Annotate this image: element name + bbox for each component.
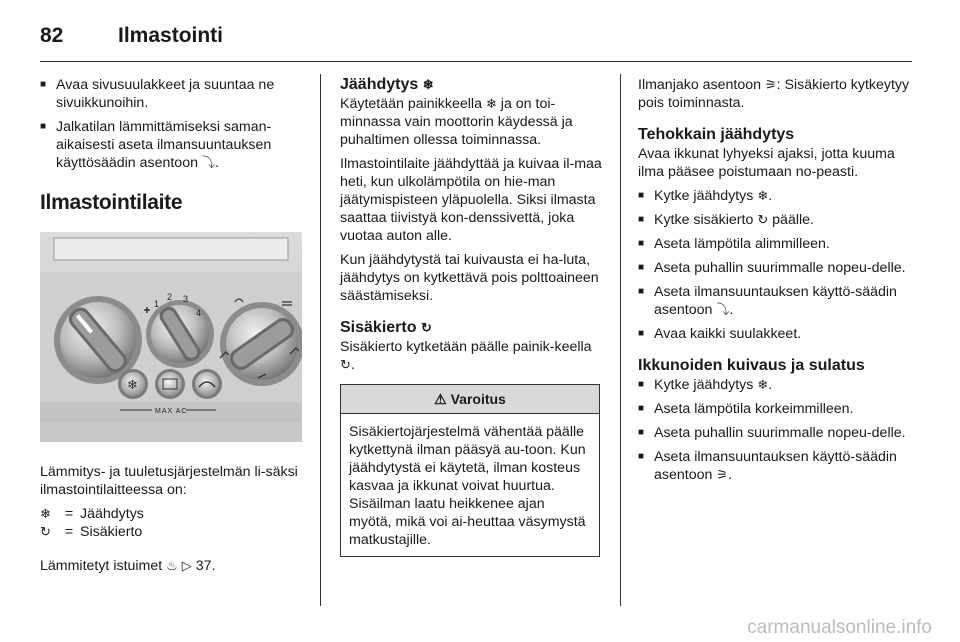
list-item: ■ Kytke sisäkierto ↻ päälle. <box>638 211 914 229</box>
list-item: ■ Aseta puhallin suurimmalle nopeu-delle. <box>638 259 914 277</box>
defrost-icon: ⚞ <box>765 77 777 92</box>
snowflake-icon: ❄ <box>757 377 769 392</box>
recirculation-heading: Sisäkierto ↻ <box>340 319 432 336</box>
recirculation-paragraph: Sisäkierto kytketään päälle painik-keella ↻. <box>340 339 592 373</box>
list-item: ■ Aseta ilmansuuntauksen käyttö-säädin asentoon ⚞. <box>638 448 914 484</box>
temperature-knob <box>146 300 214 368</box>
max-cooling-paragraph: Avaa ikkunat lyhyeksi ajaksi, jotta kuuma ilma pääsee poistumaan no-peasti. <box>638 146 895 180</box>
snowflake-icon: ❄ <box>485 96 497 111</box>
distribution-note: Ilmanjako asentoon ⚞: Sisäkierto kytkeytyy pois toiminnasta. <box>638 77 910 111</box>
dial-number: 1 <box>154 299 160 309</box>
reference-arrow-icon: ▷ <box>181 558 192 573</box>
list-item: ■ Aseta puhallin suurimmalle nopeu-delle. <box>638 424 914 442</box>
cooling-paragraph: Käytetään painikkeella ❄ ja on toi-minnassa vain moottorin käydessä ja puhaltimen ollessa toiminnassa. <box>340 96 573 148</box>
rear-defrost-button <box>155 369 185 399</box>
air-distribution-knob <box>220 302 302 386</box>
list-item: ■ Avaa kaikki suulakkeet. <box>638 325 914 343</box>
intro-bullets <box>40 76 302 172</box>
recirculation-icon: ↻ <box>340 357 351 372</box>
page-reference-link[interactable]: 37. <box>195 558 216 574</box>
dial-number: 4 <box>196 308 202 318</box>
list-item: ■ Avaa sivusuulakkeet ja suuntaa ne sivuikkunoihin. <box>40 76 302 112</box>
recirculation-icon: ↻ <box>420 320 432 335</box>
legend <box>40 505 302 541</box>
defog-heading: Ikkunoiden kuivaus ja sulatus <box>638 357 865 374</box>
cooling-paragraph: Kun jäähdytystä tai kuivausta ei ha-luta, jäähdytys on kytkettävä pois polttoaineen säästämiseksi. <box>340 252 599 304</box>
list-item: ■ Kytke jäähdytys ❄. <box>638 187 914 205</box>
snowflake-icon: ❄ <box>127 378 138 393</box>
snowflake-icon: ❄ <box>40 506 51 521</box>
dial-number: 3 <box>183 294 189 304</box>
column-1 <box>40 76 302 581</box>
column-divider-2 <box>620 74 621 606</box>
list-item: ■ Jalkatilan lämmittämiseksi saman-aikaisesti aseta ilmansuuntauksen käyttösäädin asentoon ⤵. <box>40 118 302 172</box>
page-title: Ilmastointi <box>118 24 224 47</box>
column-3 <box>638 76 914 490</box>
snowflake-icon: ❄ <box>422 77 434 92</box>
dial-number: 2 <box>167 292 173 302</box>
max-cooling-heading: Tehokkain jäähdytys <box>638 126 795 143</box>
list-item: ■ Aseta ilmansuuntauksen käyttö-säädin asentoon ⤵. <box>638 283 914 319</box>
warning-box <box>340 384 600 557</box>
recirculation-icon: ↻ <box>40 524 51 539</box>
max-ac-label: MAX AC <box>155 408 188 415</box>
recirculation-button <box>192 369 222 399</box>
recirculation-icon: ↻ <box>757 212 769 227</box>
max-cooling-steps <box>638 187 914 343</box>
climate-control-panel-figure <box>40 232 302 442</box>
legend-row: ↻ = Sisäkierto <box>40 524 143 540</box>
ac-button <box>118 369 148 399</box>
snowflake-icon: ❄ <box>757 188 769 203</box>
defog-steps <box>638 376 914 484</box>
cooling-heading: Jäähdytys ❄ <box>340 76 434 93</box>
floor-vent-icon: ⤵ <box>201 155 215 170</box>
seat-heater-icon: ♨ <box>166 558 178 573</box>
page-header <box>40 18 912 62</box>
floor-vent-icon: ⤵ <box>716 302 730 317</box>
warning-header: ⚠ Varoitus <box>341 385 599 414</box>
heated-seats-reference: Lämmitetyt istuimet ♨ ▷ 37. <box>40 558 216 574</box>
defrost-icon: ⚞ <box>716 467 728 482</box>
page-number: 82 <box>40 24 64 47</box>
watermark: carmanualsonline.info <box>747 617 932 638</box>
list-item: ■ Aseta lämpötila alimmilleen. <box>638 235 914 253</box>
warning-body: Sisäkiertojärjestelmä vähentää päälle kytkettynä ilman pääsyä au-toon. Kun jäähdytystä ei käytetä, ilman kosteus kasvaa ja ikkunat voivat huurtua. Sisäilman laatu heikkenee ajan myötä, mikä voi ai-heuttaa väsymystä matkustajille. <box>349 424 586 548</box>
header-rule <box>40 61 912 62</box>
list-item: ■ Aseta lämpötila korkeimmilleen. <box>638 400 914 418</box>
list-item: ■ Kytke jäähdytys ❄. <box>638 376 914 394</box>
warning-icon: ⚠ <box>434 391 447 407</box>
column-divider-1 <box>320 74 321 606</box>
legend-row: ❄ = Jäähdytys <box>40 506 144 522</box>
section-title: Ilmastointilaite <box>40 191 183 214</box>
column-2 <box>340 76 604 557</box>
cooling-paragraph: Ilmastointilaite jäähdyttää ja kuivaa il-maa heti, kun ulkolämpötila on hie-man jäätymispisteen yläpuolella. Siksi ilmasta saattaa tiivistyä kon-denssivettä, joka vuotaa auton alle. <box>340 156 602 244</box>
figure-caption: Lämmitys- ja tuuletusjärjestelmän li-säksi ilmastointilaitteessa on: <box>40 464 298 498</box>
